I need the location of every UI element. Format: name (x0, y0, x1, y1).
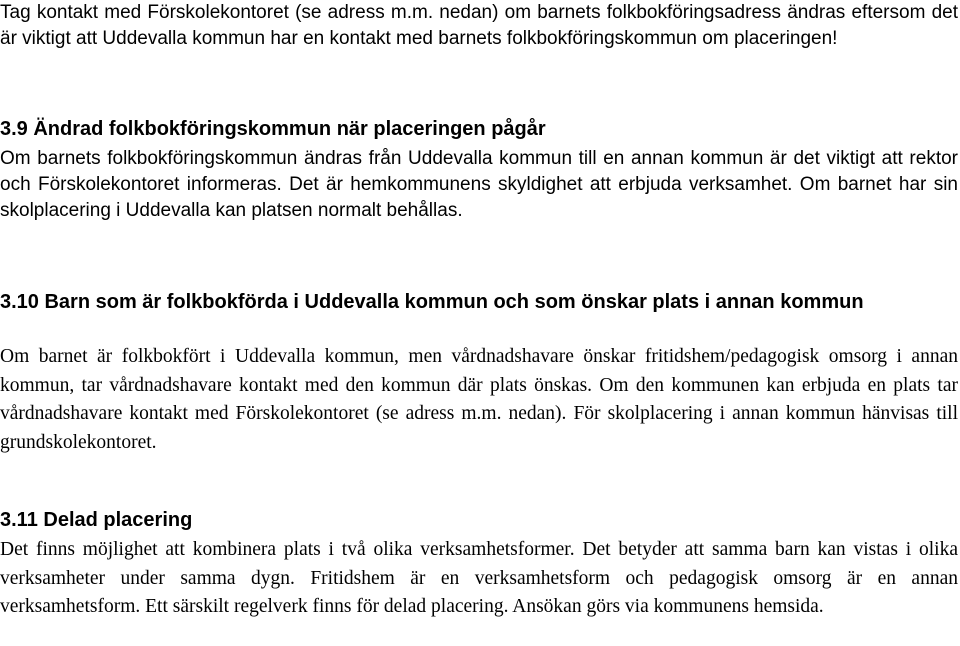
section-3-10-paragraph: Om barnet är folkbokfört i Uddevalla kommun, men vårdnadshavare önskar fritidshem/pedagogisk omsorg i annan kommun, tar vårdnadshavare kontakt med den kommun där plats önskas. Om den kommunen kan erbjuda en plats tar vårdnadshavare kontakt med Förskolekontoret (se adress m.m. nedan). För skolplacering i annan kommun hänvisas till grundskolekontoret. (0, 346, 958, 453)
section-3-11-paragraph: Det finns möjlighet att kombinera plats i två olika verksamhetsformer. Det betyder att samma barn kan vistas i olika verksamheter under samma dygn. Fritidshem är en verksamhetsform och pedagogisk omsorg är en annan verksamhetsform. Ett särskilt regelverk finns för delad placering. Ansökan görs via kommunens hemsida. (0, 539, 958, 617)
section-3-9-paragraph: Om barnets folkbokföringskommun ändras från Uddevalla kommun till en annan kommun är det viktigt att rektor och Förskolekontoret informeras. Det är hemkommunens skyldighet att erbjuda verksamhet. Om barnet har sin skolplacering i Uddevalla kan platsen normalt behållas. (0, 148, 958, 221)
section-3-11-heading: 3.11 Delad placering (0, 509, 193, 531)
intro-paragraph: Tag kontakt med Förskolekontoret (se adress m.m. nedan) om barnets folkbokföringsadress ändras eftersom det är viktigt att Uddevalla kommun har en kontakt med barnets folkbokföringskommun om placeringen! (0, 2, 958, 49)
section-3-9-heading: 3.9 Ändrad folkbokföringskommun när placeringen pågår (0, 118, 546, 140)
section-3-10-heading: 3.10 Barn som är folkbokförda i Uddevalla kommun och som önskar plats i annan kommun (0, 291, 864, 313)
